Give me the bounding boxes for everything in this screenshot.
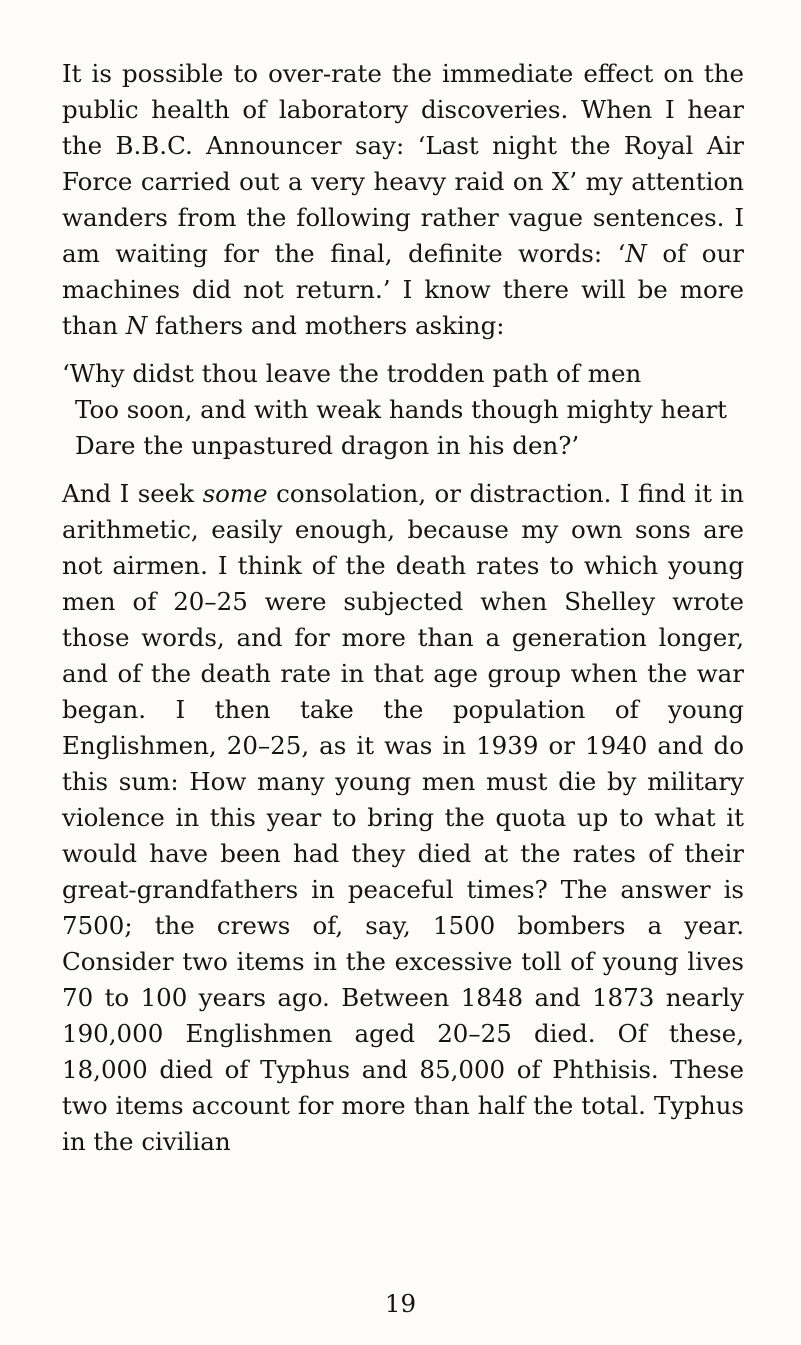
quote-line-3: Dare the unpastured dragon in his den?’ <box>75 431 580 460</box>
quote-line-2: Too soon, and with weak hands though mighty heart <box>75 395 728 424</box>
quote-line-1: ‘Why didst thou leave the trodden path of men <box>62 359 642 388</box>
paragraph-opening-text-a: It is possible to over-rate the immediate effect on the public health of laboratory discoveries. When I hear the B.B.C. Announcer say: ‘Last night the Royal Air Force carried out a very heavy raid on X’ my attention wanders from the following rather vague sentences. I am waiting for the final, definite words: ‘ <box>62 59 744 268</box>
page-body <box>62 56 744 1160</box>
variable-n-first: N <box>625 239 647 268</box>
paragraph-opening <box>62 56 744 344</box>
paragraph-arithmetic <box>62 476 744 1160</box>
variable-n-second: N <box>125 311 148 340</box>
paragraph-arithmetic-text-a: And I seek <box>62 479 203 508</box>
emphasis-some: some <box>202 479 268 508</box>
paragraph-arithmetic-text-b: consolation, or distraction. I find it in arithmetic, easily enough, because my own sons are not airmen. I think of the death rates to which young men of 20–25 were subjected when Shelley wrote those words, and for more than a generation longer, and of the death rate in that age group when the war began. I then take the population of young Englishmen, 20–25, as it was in 1939 or 1940 and do this sum: How many young men must die by military violence in this year to bring the quota up to what it would have been had they died at the rates of their great-grandfathers in peaceful times? The answer is 7500; the crews of, say, 1500 bombers a year. Consider two items in the excessive toll of young lives 70 to 100 years ago. Between 1848 and 1873 nearly 190,000 Englishmen aged 20–25 died. Of these, 18,000 died of Typhus and 85,000 of Phthisis. These two items account for more than half the total. Typhus in the civilian <box>62 479 744 1156</box>
paragraph-opening-text-c: fathers and mothers asking: <box>147 311 505 340</box>
page-number: 19 <box>384 1289 417 1318</box>
paragraph-opening-text-b: of our machines did not return.’ I know there will be more than <box>62 239 744 340</box>
shelley-quotation <box>62 356 744 464</box>
